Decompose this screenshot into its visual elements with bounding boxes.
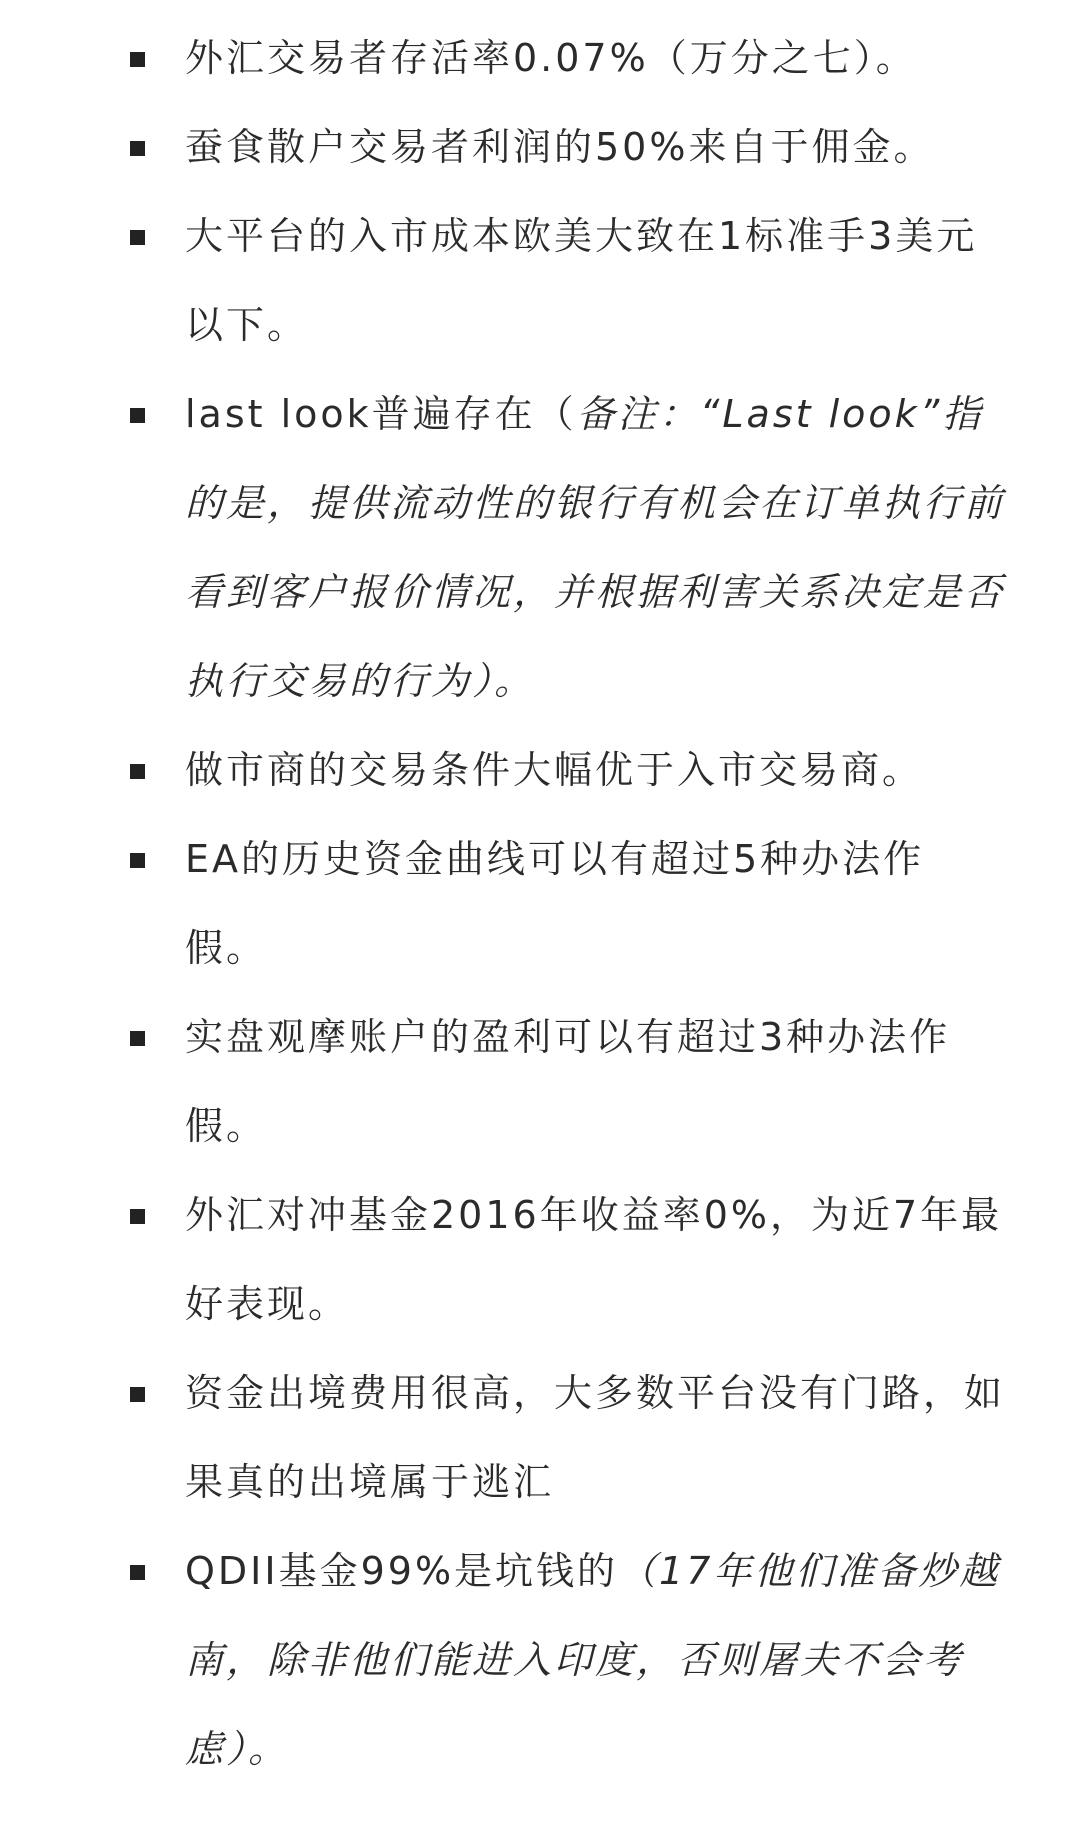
list-item [0,103,1076,192]
list-item-note: （17年他们准备炒越南，除非他们能进入印度，否则屠夫不会考虑）。 [185,1549,1001,1771]
bullet-square-icon [130,1031,145,1046]
list-item [0,370,1076,726]
list-item [0,815,1076,993]
bullet-square-icon [130,1387,145,1402]
bullet-square-icon [130,764,145,779]
list-item-text: last look普遍存在（ [185,392,577,436]
list-item-text: 蚕食散户交易者利润的50%来自于佣金。 [185,125,935,169]
list-item-text: QDII基金99%是坑钱的 [185,1549,619,1593]
list-item [0,1171,1076,1349]
list-item-text: 做市商的交易条件大幅优于入市交易商。 [185,748,924,792]
list-item-text: 外汇对冲基金2016年收益率0%，为近7年最好表现。 [185,1193,1003,1326]
list-item [0,726,1076,815]
bullet-square-icon [130,230,145,245]
list-item [0,1349,1076,1527]
list-item-text: EA的历史资金曲线可以有超过5种办法作假。 [185,837,925,970]
list-item [0,14,1076,103]
list-item-text: 资金出境费用很高，大多数平台没有门路，如果真的出境属于逃汇 [185,1371,1006,1504]
list-item-note: 备注：“Last look”指的是，提供流动性的银行有机会在订单执行前看到客户报价情况，并根据利害关系决定是否执行交易的行为）。 [185,392,1006,703]
bullet-square-icon [130,853,145,868]
bullet-square-icon [130,141,145,156]
list-item [0,1527,1076,1794]
bullet-square-icon [130,52,145,67]
list-item [0,993,1076,1171]
bullet-list [0,14,1076,1794]
bullet-square-icon [130,408,145,423]
list-item-text: 外汇交易者存活率0.07%（万分之七）。 [185,36,917,80]
list-item-text: 实盘观摩账户的盈利可以有超过3种办法作假。 [185,1015,951,1148]
bullet-square-icon [130,1565,145,1580]
list-item [0,192,1076,370]
list-item-text: 大平台的入市成本欧美大致在1标准手3美元以下。 [185,214,978,347]
bullet-square-icon [130,1209,145,1224]
